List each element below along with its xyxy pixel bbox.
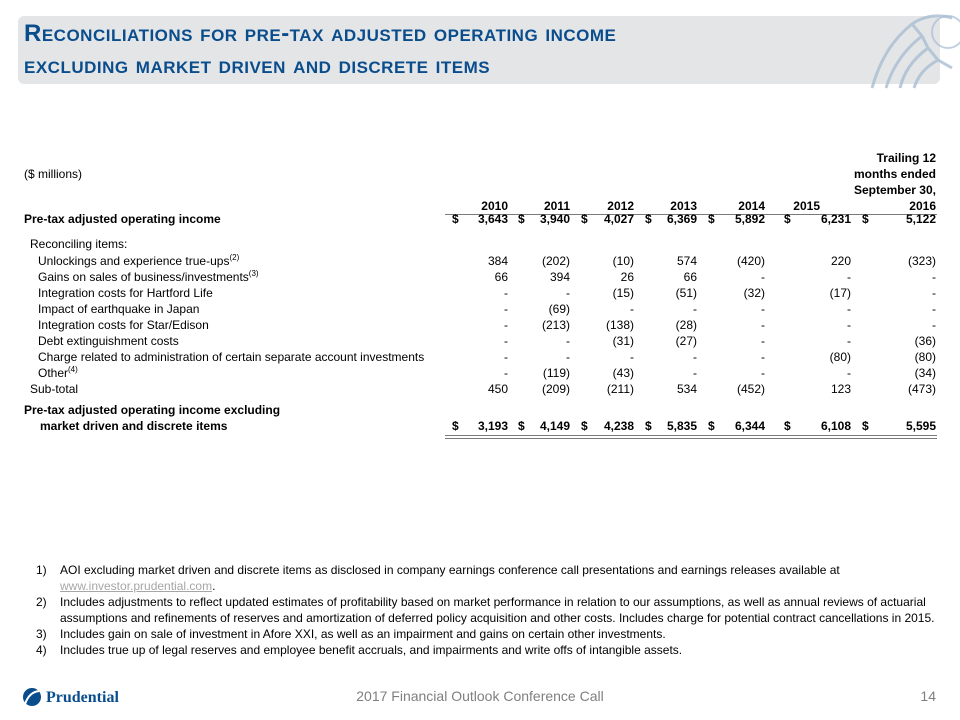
row-label-text: Reconciling items:	[30, 237, 128, 251]
table-cell: -	[847, 318, 851, 332]
total-rule	[445, 438, 937, 439]
trailing-header-line: months ended	[853, 167, 936, 181]
table-row	[0, 402, 960, 418]
table-cell: (473)	[907, 382, 936, 396]
footnote-text: Includes adjustments to reflect updated estimates of profitability based on market performance in relation to our assumptions, as well as annual reviews of actuarial assumptions and refinements of reserves and amortization of deferred policy acquisition and other costs. Includes charge for potential contract cancellations in 2015.	[60, 595, 935, 625]
table-cell: -	[566, 350, 570, 364]
table-row	[0, 349, 960, 365]
table-row	[0, 381, 960, 397]
table-cell: -	[693, 302, 697, 316]
table-row	[0, 418, 960, 434]
table-cell: 5,122	[905, 212, 936, 226]
footnotes	[36, 562, 936, 658]
table-row	[0, 333, 960, 349]
row-label-text: Integration costs for Star/Edison	[38, 318, 209, 332]
currency-symbol: $	[645, 212, 652, 226]
table-cell: -	[932, 302, 936, 316]
footnote-text: Includes gain on sale of investment in Afore XXI, as well as an impairment and gains on certain other investments.	[60, 627, 666, 641]
year-header: 2012	[607, 199, 634, 213]
row-label-text: Debt extinguishment costs	[38, 334, 179, 348]
table-cell: 4,149	[539, 419, 570, 433]
table-cell: (10)	[612, 254, 634, 268]
page-number: 14	[920, 688, 936, 704]
table-cell: (80)	[829, 350, 851, 364]
table-cell: (43)	[612, 366, 634, 380]
table-cell: (119)	[542, 366, 570, 380]
table-cell: 66	[683, 270, 697, 284]
table-cell: 220	[830, 254, 851, 268]
table-cell: 4,027	[603, 212, 634, 226]
year-header: 2014	[738, 199, 765, 213]
footnote-number: 3)	[36, 627, 47, 641]
table-cell: -	[932, 286, 936, 300]
currency-symbol: $	[708, 419, 715, 433]
row-label	[38, 349, 424, 365]
currency-symbol: $	[452, 419, 459, 433]
currency-symbol: $	[452, 212, 459, 226]
table-cell: -	[566, 286, 570, 300]
footnote	[36, 626, 936, 642]
table-cell: -	[847, 302, 851, 316]
currency-symbol: $	[518, 212, 525, 226]
currency-symbol: $	[645, 419, 652, 433]
table-cell: 3,643	[477, 212, 508, 226]
table-cell: 5,835	[666, 419, 697, 433]
table-cell: -	[504, 350, 508, 364]
row-label	[38, 285, 213, 301]
row-label	[38, 301, 199, 317]
row-label	[30, 236, 127, 252]
investor-link[interactable]: www.investor.prudential.com	[60, 579, 213, 593]
table-cell: -	[847, 334, 851, 348]
table-cell: -	[847, 366, 851, 380]
row-label-text: Pre-tax adjusted operating income	[24, 212, 221, 226]
year-header: 2011	[543, 199, 570, 213]
prudential-rock-icon	[22, 686, 42, 708]
table-cell: -	[761, 366, 765, 380]
brand-name: Prudential	[46, 689, 119, 706]
trailing-header-line: September 30,	[853, 183, 936, 197]
row-label-text: Other	[38, 366, 69, 380]
row-label	[24, 402, 280, 418]
table-row	[0, 285, 960, 301]
table-cell: (17)	[829, 286, 851, 300]
currency-symbol: $	[581, 419, 588, 433]
table-cell: -	[504, 302, 508, 316]
table-cell: (323)	[907, 254, 936, 268]
table-cell: 26	[620, 270, 634, 284]
footnote-punct: .	[212, 579, 216, 593]
year-header: 2010	[481, 199, 508, 213]
subtotal-rule	[445, 435, 937, 436]
row-label-text: Sub-total	[30, 382, 79, 396]
table-cell: (452)	[736, 382, 765, 396]
table-cell: -	[761, 318, 765, 332]
table-cell: 574	[676, 254, 697, 268]
row-label	[24, 211, 221, 227]
row-label-text: Charge related to administration of certain separate account investments	[38, 350, 425, 364]
table-cell: 4,238	[603, 419, 634, 433]
page-title-line-1: Reconciliations for pre-tax adjusted operating income	[24, 20, 617, 47]
row-label	[30, 381, 78, 397]
row-label	[38, 333, 179, 349]
table-cell: (27)	[675, 334, 697, 348]
table-cell: (80)	[914, 350, 936, 364]
table-cell: -	[761, 302, 765, 316]
row-label	[38, 253, 239, 269]
unit-label: ($ millions)	[24, 167, 83, 181]
footnote-number: 1)	[36, 563, 47, 577]
table-cell: 450	[487, 382, 508, 396]
table-cell: 3,193	[477, 419, 508, 433]
table-cell: (211)	[606, 382, 634, 396]
table-cell: (28)	[675, 318, 697, 332]
rock-logo-icon	[852, 10, 960, 90]
table-cell: -	[504, 334, 508, 348]
year-header: 2013	[670, 199, 697, 213]
table-row	[0, 301, 960, 317]
trailing-header	[830, 150, 936, 214]
table-cell: (31)	[612, 334, 634, 348]
table-cell: -	[761, 270, 765, 284]
row-label-text: Unlockings and experience true-ups	[38, 254, 230, 268]
table-cell: (420)	[736, 254, 765, 268]
row-label-text: Gains on sales of business/investments	[38, 270, 249, 284]
table-cell: 384	[487, 254, 508, 268]
table-row	[0, 236, 960, 252]
table-cell: 5,892	[734, 212, 765, 226]
table-cell: (138)	[605, 318, 634, 332]
table-cell: (202)	[541, 254, 570, 268]
row-label	[38, 365, 78, 381]
table-row	[0, 211, 960, 227]
footer-title: 2017 Financial Outlook Conference Call	[356, 688, 604, 704]
footnote	[36, 562, 936, 594]
row-label	[38, 317, 209, 333]
footnote-text: AOI excluding market driven and discrete items as disclosed in company earnings conference call presentations and earnings releases available at	[60, 563, 840, 577]
table-row	[0, 365, 960, 381]
footnote	[36, 642, 936, 658]
table-cell: 534	[676, 382, 697, 396]
prudential-logo	[22, 686, 122, 712]
footnote-number: 2)	[36, 595, 47, 609]
table-cell: (36)	[914, 334, 936, 348]
table-cell: 6,108	[820, 419, 851, 433]
footnote	[36, 594, 936, 626]
table-cell: -	[504, 318, 508, 332]
row-label	[38, 269, 259, 285]
table-cell: 6,369	[666, 212, 697, 226]
currency-symbol: $	[784, 419, 791, 433]
table-row	[0, 269, 960, 285]
currency-symbol: $	[518, 419, 525, 433]
row-label-text: Impact of earthquake in Japan	[38, 302, 200, 316]
table-cell: (69)	[548, 302, 570, 316]
currency-symbol: $	[784, 212, 791, 226]
table-cell: (34)	[914, 366, 936, 380]
footnote-number: 4)	[36, 643, 47, 657]
table-cell: 394	[549, 270, 570, 284]
table-cell: -	[630, 350, 634, 364]
table-row	[0, 253, 960, 269]
row-label	[40, 418, 227, 434]
table-cell: (209)	[541, 382, 570, 396]
table-cell: (213)	[541, 318, 570, 332]
table-cell: 6,231	[820, 212, 851, 226]
trailing-header-line: Trailing 12	[876, 151, 936, 165]
table-cell: (51)	[675, 286, 697, 300]
table-cell: 6,344	[734, 419, 765, 433]
currency-symbol: $	[862, 212, 869, 226]
table-cell: -	[761, 350, 765, 364]
table-cell: -	[630, 302, 634, 316]
currency-symbol: $	[581, 212, 588, 226]
trailing-header-line: 2016	[909, 199, 936, 213]
year-header: 2015	[793, 199, 820, 213]
table-cell: 66	[494, 270, 508, 284]
row-label-text: market driven and discrete items	[40, 419, 228, 433]
table-cell: (32)	[743, 286, 765, 300]
table-cell: -	[504, 286, 508, 300]
table-cell: (15)	[612, 286, 634, 300]
table-cell: -	[693, 366, 697, 380]
footnote-text: Includes true up of legal reserves and employee benefit accruals, and impairments and write offs of intangible assets.	[60, 643, 683, 657]
table-cell: 5,595	[905, 419, 936, 433]
table-cell: -	[693, 350, 697, 364]
table-cell: -	[932, 318, 936, 332]
table-row	[0, 317, 960, 333]
currency-symbol: $	[862, 419, 869, 433]
table-cell: -	[761, 334, 765, 348]
table-cell: -	[566, 334, 570, 348]
page-title-line-2: excluding market driven and discrete items	[24, 52, 491, 79]
currency-symbol: $	[708, 212, 715, 226]
footnote-ref: (2)	[229, 253, 240, 262]
row-label-text: Integration costs for Hartford Life	[38, 286, 213, 300]
table-cell: 123	[830, 382, 851, 396]
footnote-ref: (3)	[248, 269, 259, 278]
table-cell: 3,940	[539, 212, 570, 226]
table-cell: -	[932, 270, 936, 284]
row-label-text: Pre-tax adjusted operating income excluding	[24, 403, 281, 417]
table-cell: -	[504, 366, 508, 380]
table-cell: -	[847, 270, 851, 284]
footnote-ref: (4)	[68, 365, 78, 374]
page-title	[24, 18, 844, 82]
